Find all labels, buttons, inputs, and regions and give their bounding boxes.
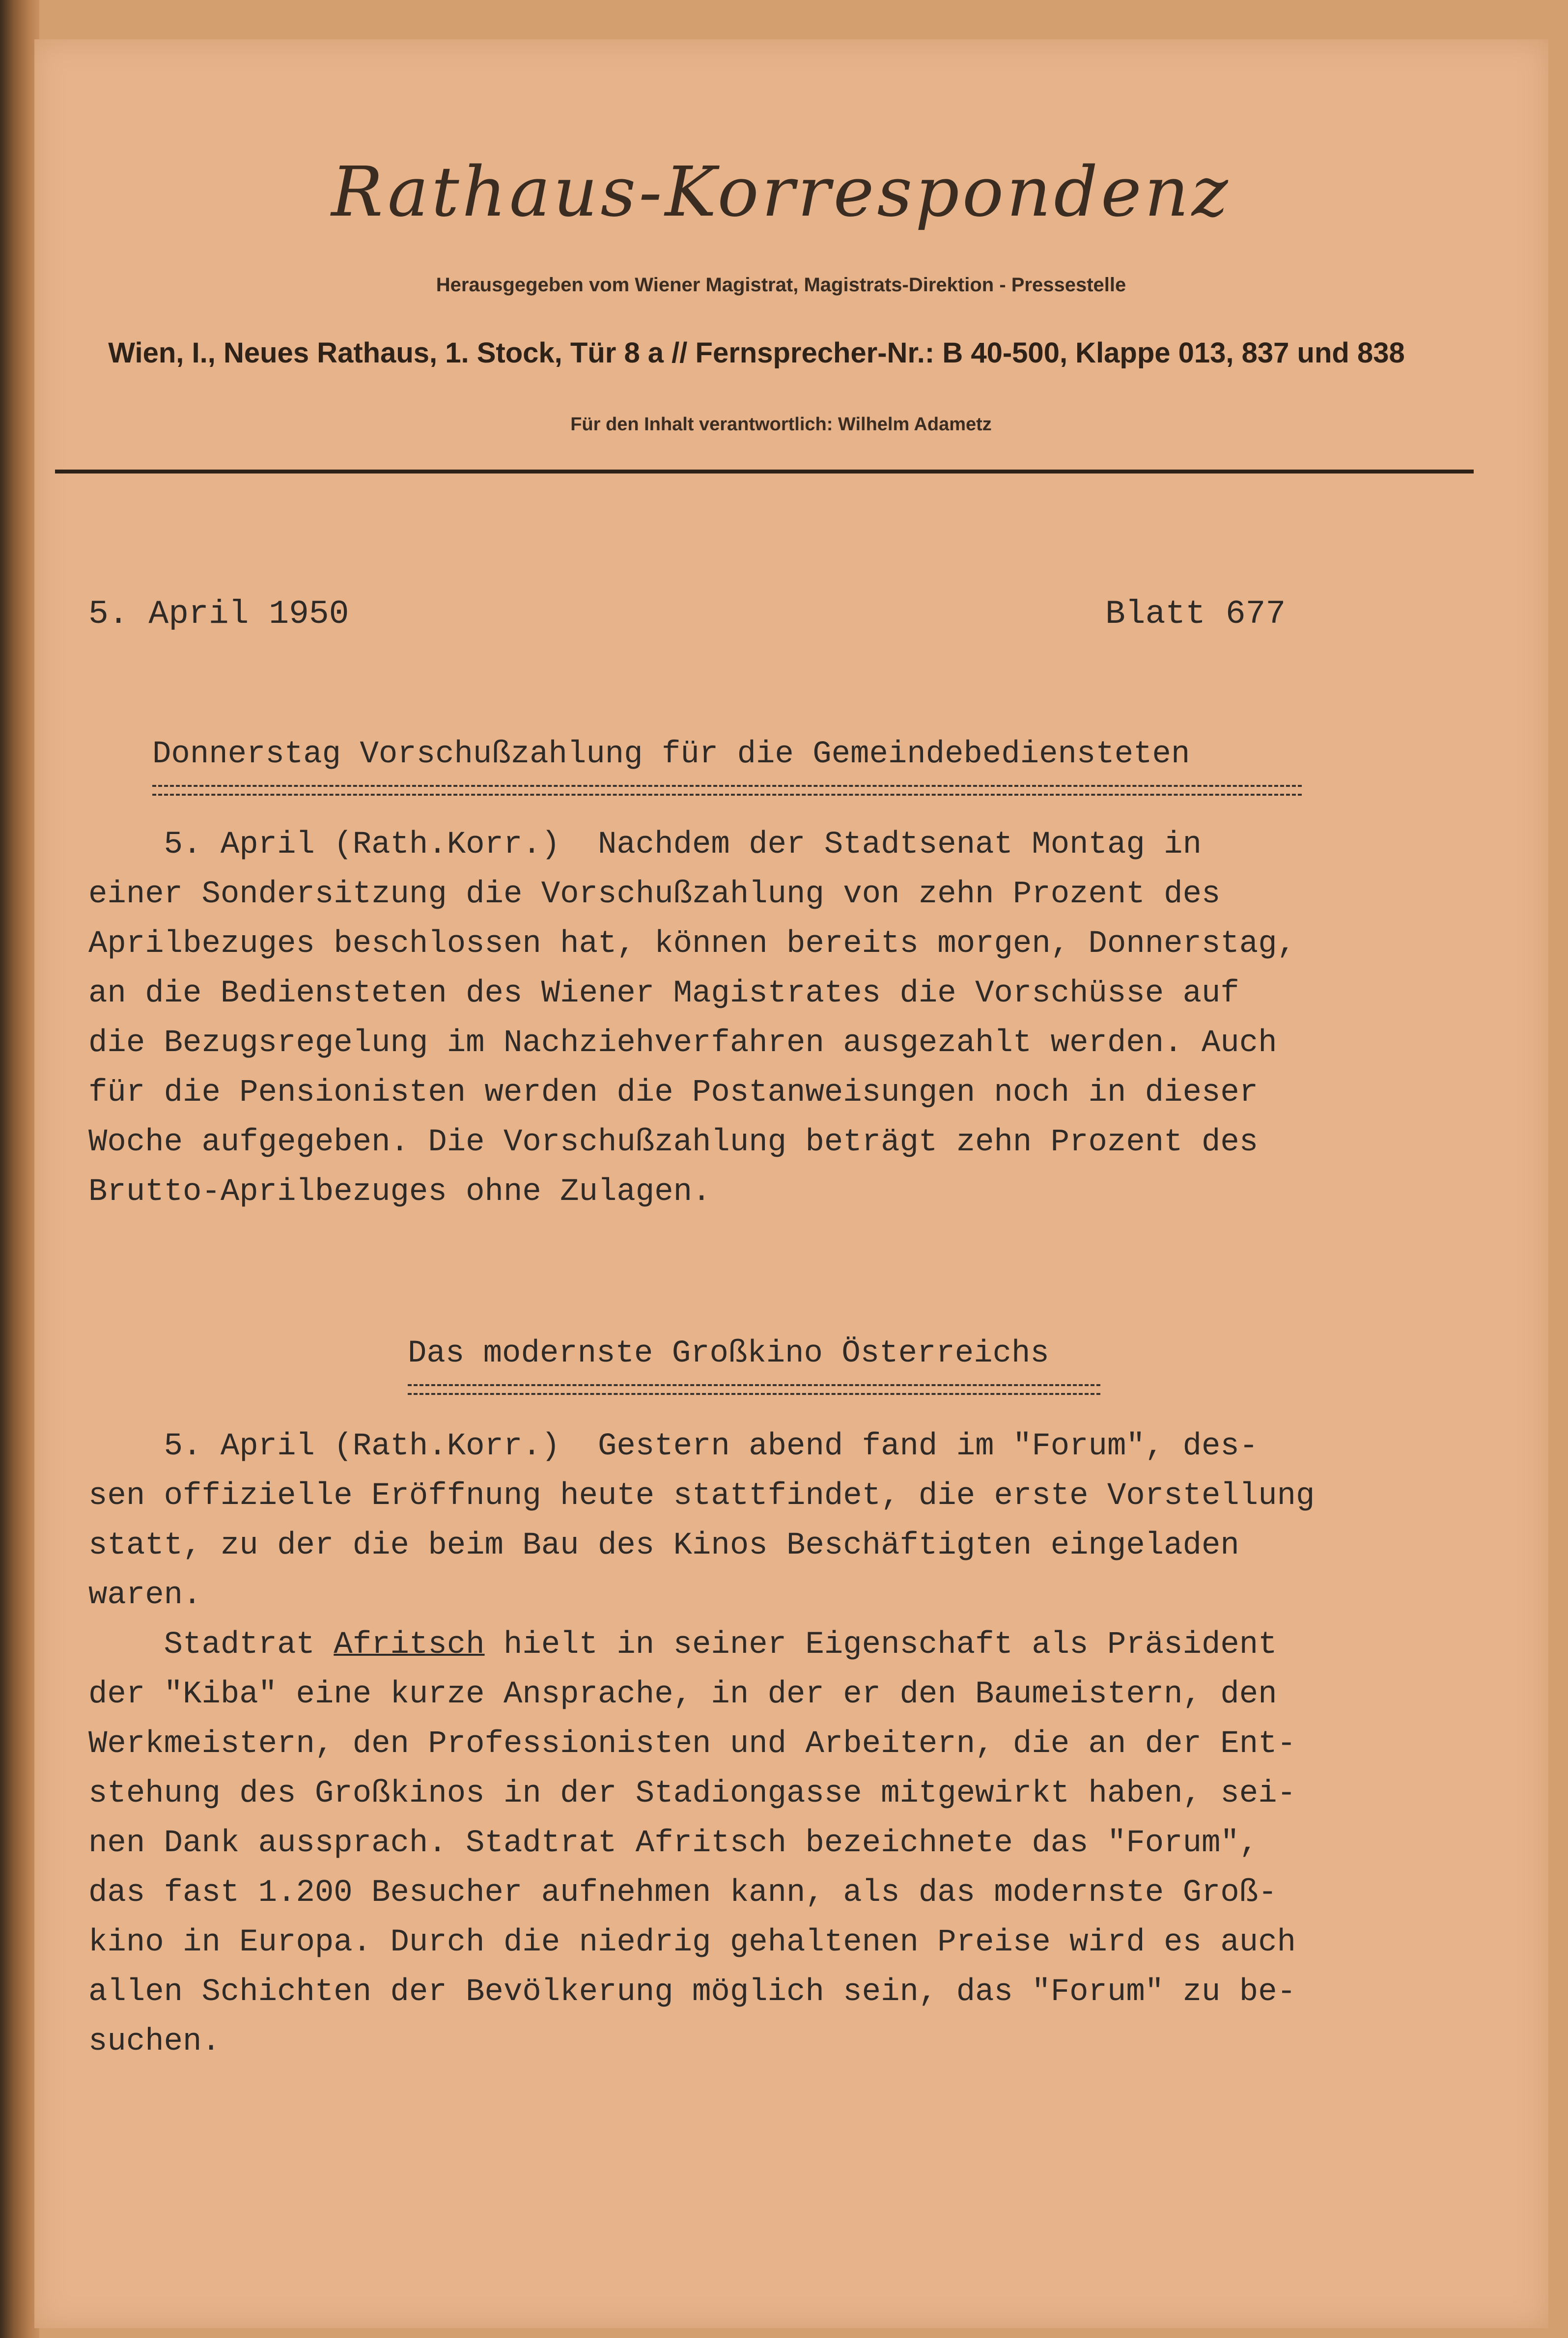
article1-line: Aprilbezuges beschlossen hat, können bereits morgen, Donnerstag, xyxy=(88,926,1296,962)
article2-line-2 xyxy=(88,1620,1474,1670)
article1-line: einer Sondersitzung die Vorschußzahlung von zehn Prozent des xyxy=(88,877,1221,912)
article1-line: Woche aufgegeben. Die Vorschußzahlung beträgt zehn Prozent des xyxy=(88,1125,1259,1160)
article1-line: 5. April (Rath.Korr.) Nachdem der Stadtsenat Montag in xyxy=(88,827,1202,863)
responsible-line: Für den Inhalt verantwortlich: Wilhelm Adametz xyxy=(570,414,992,435)
article2-line: stehung des Großkinos in der Stadiongasse mitgewirkt haben, sei- xyxy=(88,1776,1296,1811)
document-page xyxy=(34,39,1548,2328)
article2-line: statt, zu der die beim Bau des Kinos Beschäftigten eingeladen xyxy=(88,1528,1239,1563)
article1-line: an die Bediensteten des Wiener Magistrates die Vorschüsse auf xyxy=(88,976,1239,1011)
article2-line: 5. April (Rath.Korr.) Gestern abend fand im "Forum", des- xyxy=(88,1429,1259,1464)
article2-line: suchen. xyxy=(88,2024,221,2060)
address-line: Wien, I., Neues Rathaus, 1. Stock, Tür 8 a // Fernsprecher-Nr.: B 40-500, Klappe 013, 837 und 838 xyxy=(108,337,1405,369)
article1-line: für die Pensionisten werden die Postanweisungen noch in dieser xyxy=(88,1075,1259,1111)
article1-body xyxy=(88,820,1474,1217)
publisher-line: Herausgegeben vom Wiener Magistrat, Magistrats-Direktion - Pressestelle xyxy=(436,274,1126,296)
article2-line: der "Kiba" eine kurze Ansprache, in der er den Baumeistern, den xyxy=(88,1677,1277,1712)
underlined-name: Afritsch xyxy=(334,1627,485,1663)
article1-heading: Donnerstag Vorschußzahlung für die Gemeindebediensteten xyxy=(152,737,1190,772)
article2-line: sen offizielle Eröffnung heute stattfindet, die erste Vorstellung xyxy=(88,1478,1315,1514)
binding-edge xyxy=(0,0,39,2338)
article2-line: Werkmeistern, den Professionisten und Arbeitern, die an der Ent- xyxy=(88,1726,1296,1762)
document-date: 5. April 1950 xyxy=(88,595,349,633)
article1-line: Brutto-Aprilbezuges ohne Zulagen. xyxy=(88,1174,711,1210)
article1-line: die Bezugsregelung im Nachziehverfahren ausgezahlt werden. Auch xyxy=(88,1026,1277,1061)
masthead-title: Rathaus-Korrespondenz xyxy=(331,152,1231,232)
masthead-rule xyxy=(55,470,1474,473)
sheet-number: Blatt 677 xyxy=(1105,595,1286,633)
article2-body xyxy=(88,1422,1474,2067)
article2-p2-prefix: Stadtrat xyxy=(88,1627,334,1663)
article2-heading-underline xyxy=(408,1384,1100,1395)
article2-heading: Das modernste Großkino Österreichs xyxy=(408,1336,1049,1371)
article2-line: kino in Europa. Durch die niedrig gehaltenen Preise wird es auch xyxy=(88,1925,1296,1960)
article2-line: waren. xyxy=(88,1578,202,1613)
article1-heading-underline xyxy=(152,785,1302,796)
article2-line: allen Schichten der Bevölkerung möglich sein, das "Forum" zu be- xyxy=(88,1975,1296,2010)
article2-line: nen Dank aussprach. Stadtrat Afritsch bezeichnete das "Forum", xyxy=(88,1826,1259,1861)
article2-p2-suffix: hielt in seiner Eigenschaft als Präsident xyxy=(484,1627,1277,1663)
article2-line: das fast 1.200 Besucher aufnehmen kann, als das modernste Groß- xyxy=(88,1875,1277,1911)
